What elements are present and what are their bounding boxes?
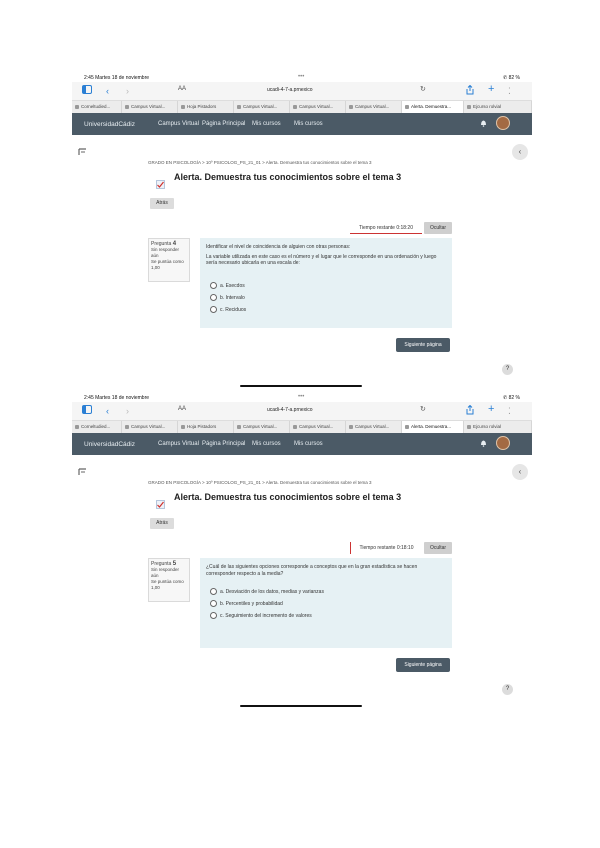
- tab-favicon-icon: [237, 105, 241, 109]
- browser-tab[interactable]: [234, 101, 290, 113]
- tab-favicon-icon: [293, 105, 297, 109]
- status-dots[interactable]: •••: [298, 394, 305, 400]
- question-text: ¿Cuál de las siguientes opciones corresponde a conceptos que en la gran estadística se hacen corresponder respecto a la media?: [206, 564, 418, 577]
- back-button[interactable]: Atrás: [150, 198, 174, 209]
- tab-strip: [72, 100, 532, 114]
- question-box: [200, 558, 452, 648]
- reload-icon[interactable]: ↻: [420, 86, 426, 93]
- tab-favicon-icon: [181, 105, 185, 109]
- option-text: Seguimiento del incremento de valores: [225, 612, 312, 619]
- help-button[interactable]: ?: [502, 684, 513, 695]
- browser-tab[interactable]: [464, 101, 532, 113]
- hide-timer-button[interactable]: Ocultar: [424, 222, 452, 234]
- status-bar: [72, 392, 532, 402]
- sidebar-icon[interactable]: [82, 405, 92, 417]
- option-text: Esecdos: [225, 282, 245, 289]
- answer-option[interactable]: [210, 282, 245, 289]
- chevron-right-icon[interactable]: ›: [126, 86, 129, 96]
- share-icon[interactable]: [466, 85, 474, 98]
- browser-tab[interactable]: [178, 101, 234, 113]
- chevron-left-icon[interactable]: ‹: [106, 86, 109, 96]
- safari-toolbar: [72, 82, 532, 100]
- browser-tab[interactable]: [72, 421, 122, 433]
- drawer-toggle-icon[interactable]: [78, 148, 87, 158]
- tab-label: Corneltudied...: [81, 104, 111, 109]
- tab-label: Hoja Pistadors: [187, 424, 217, 429]
- browser-tab[interactable]: [122, 101, 178, 113]
- reader-options-button[interactable]: AA: [178, 86, 187, 92]
- browser-tab[interactable]: [464, 421, 532, 433]
- question-mark: Se puntúa como 1,00: [151, 579, 184, 590]
- tab-favicon-icon: [405, 105, 409, 109]
- question-mark: Se puntúa como 1,00: [151, 259, 184, 270]
- chevron-left-circle-icon[interactable]: ‹: [512, 144, 528, 160]
- plus-icon[interactable]: +: [488, 403, 495, 415]
- avatar[interactable]: [496, 436, 510, 450]
- tab-label: Campus Virtual...: [355, 104, 390, 109]
- browser-tab[interactable]: [346, 101, 402, 113]
- tab-favicon-icon: [75, 425, 79, 429]
- address-field[interactable]: ucadi-4-7-a.prnexico: [267, 87, 313, 93]
- quiz-icon: [156, 496, 165, 505]
- site-logo[interactable]: UniversidadCádiz: [84, 441, 135, 448]
- nav-my-courses[interactable]: Mis cursos: [252, 121, 281, 127]
- tab-label: Ejcurso rolvial: [473, 104, 502, 109]
- tab-favicon-icon: [125, 425, 129, 429]
- reader-options-button[interactable]: AA: [178, 406, 187, 412]
- browser-tab[interactable]: [178, 421, 234, 433]
- bell-icon[interactable]: [480, 439, 487, 447]
- breadcrumb[interactable]: GRADO EN PSICOLOGÍA > 10º PSICOLOG_PS_21_01 > Alerta. Demuestra tus conocimientos sobre el tema 3: [148, 160, 372, 165]
- chevron-left-circle-icon[interactable]: ‹: [512, 464, 528, 480]
- tab-favicon-icon: [349, 105, 353, 109]
- radio-button[interactable]: [210, 282, 217, 289]
- browser-tab[interactable]: [122, 421, 178, 433]
- bell-icon[interactable]: [480, 119, 487, 127]
- nav-campus-virtual[interactable]: Campus Virtual: [158, 441, 199, 447]
- browser-tab[interactable]: [72, 101, 122, 113]
- question-box: [200, 238, 452, 328]
- tab-favicon-icon: [125, 105, 129, 109]
- tab-favicon-icon: [293, 425, 297, 429]
- browser-tab[interactable]: [402, 421, 464, 433]
- question-number: Pregunta 4: [151, 241, 177, 247]
- tab-label: Campus Virtual...: [355, 424, 390, 429]
- nav-home[interactable]: Página Principal: [202, 121, 246, 127]
- drawer-toggle-icon[interactable]: [78, 468, 87, 478]
- tab-label: Hoja Pistadors: [187, 104, 217, 109]
- quiz-icon: [156, 176, 165, 185]
- next-page-button[interactable]: Siguiente página: [396, 338, 450, 352]
- nav-my-courses[interactable]: Mis cursos: [252, 441, 281, 447]
- sidebar-icon[interactable]: [82, 85, 92, 97]
- screenshot-question-5: [72, 392, 532, 714]
- option-text: Reciduos: [225, 306, 247, 313]
- tabs-icon[interactable]: ⁚: [508, 406, 511, 416]
- screenshot-question-4: [72, 72, 532, 394]
- browser-tab[interactable]: [290, 101, 346, 113]
- question-text-2: La variable utilizada en este caso es el número y el lugar que le corresponde en una ordenación y luego sería necesario ubicarla en una escala de:: [206, 253, 437, 266]
- option-text: Percentiles y probabilidad: [225, 600, 283, 607]
- status-battery: ✆ 82 %: [503, 395, 520, 401]
- tab-favicon-icon: [467, 425, 471, 429]
- plus-icon[interactable]: +: [488, 83, 495, 95]
- tab-label: Alerta. Demuestra...: [411, 424, 452, 429]
- option-letter: c.: [220, 612, 224, 619]
- home-indicator: [240, 385, 362, 387]
- page-title: Alerta. Demuestra tus conocimientos sobre el tema 3: [174, 492, 402, 502]
- radio-button[interactable]: [210, 306, 217, 313]
- nav-my-courses-2[interactable]: Mis cursos: [294, 441, 323, 447]
- tab-label: Campus Virtual...: [299, 424, 334, 429]
- question-status: Sin responder aún: [151, 567, 180, 578]
- question-info: [148, 558, 190, 602]
- chevron-right-icon[interactable]: ›: [126, 406, 129, 416]
- tab-favicon-icon: [405, 425, 409, 429]
- tab-favicon-icon: [181, 425, 185, 429]
- browser-tab[interactable]: [402, 101, 464, 113]
- answer-option[interactable]: [210, 600, 283, 607]
- status-time: 2:45 Martes 18 de noviembre: [84, 75, 150, 81]
- answer-option[interactable]: [210, 294, 245, 301]
- share-icon[interactable]: [466, 405, 474, 418]
- tab-label: Campus Virtual...: [243, 104, 278, 109]
- nav-my-courses-2[interactable]: Mis cursos: [294, 121, 323, 127]
- time-remaining: Tiempo restante 0:18:10: [350, 542, 422, 554]
- radio-button[interactable]: [210, 612, 217, 619]
- chevron-left-icon[interactable]: ‹: [106, 406, 109, 416]
- option-letter: a.: [220, 282, 225, 289]
- option-letter: c.: [220, 306, 224, 313]
- site-navbar: [72, 433, 532, 455]
- next-page-button[interactable]: Siguiente página: [396, 658, 450, 672]
- status-dots[interactable]: •••: [298, 74, 305, 80]
- answer-option[interactable]: [210, 306, 246, 313]
- option-letter: a.: [220, 588, 225, 595]
- site-navbar: [72, 113, 532, 135]
- question-number: Pregunta 5: [151, 561, 177, 567]
- option-text: Desviación de los datos, medias y varianzas: [225, 588, 324, 595]
- help-button[interactable]: ?: [502, 364, 513, 375]
- reload-icon[interactable]: ↻: [420, 406, 426, 413]
- status-time: 2:45 Martes 18 de noviembre: [84, 395, 150, 401]
- breadcrumb[interactable]: GRADO EN PSICOLOGÍA > 10º PSICOLOG_PS_21_01 > Alerta. Demuestra tus conocimientos sobre el tema 3: [148, 480, 372, 485]
- tab-label: Campus Virtual...: [131, 104, 166, 109]
- tab-favicon-icon: [349, 425, 353, 429]
- browser-tab[interactable]: [234, 421, 290, 433]
- answer-option[interactable]: [210, 588, 324, 595]
- question-info: [148, 238, 190, 282]
- browser-tab[interactable]: [290, 421, 346, 433]
- tab-label: Campus Virtual...: [131, 424, 166, 429]
- tab-label: Campus Virtual...: [243, 424, 278, 429]
- status-battery: ✆ 82 %: [503, 75, 520, 81]
- status-bar: [72, 72, 532, 82]
- page-title: Alerta. Demuestra tus conocimientos sobre el tema 3: [174, 172, 402, 182]
- back-button[interactable]: Atrás: [150, 518, 174, 529]
- time-remaining: Tiempo restante 0:18:20: [350, 222, 422, 234]
- question-text: Identificar el nivel de coincidencia de alguien con otras personas:: [206, 244, 351, 250]
- browser-tab[interactable]: [346, 421, 402, 433]
- home-indicator: [240, 705, 362, 707]
- address-field[interactable]: ucadi-4-7-a.prnexico: [267, 407, 313, 413]
- radio-button[interactable]: [210, 600, 217, 607]
- tab-label: Corneltudied...: [81, 424, 111, 429]
- radio-button[interactable]: [210, 588, 217, 595]
- tab-label: Campus Virtual...: [299, 104, 334, 109]
- tab-favicon-icon: [75, 105, 79, 109]
- tab-favicon-icon: [237, 425, 241, 429]
- tab-favicon-icon: [467, 105, 471, 109]
- tabs-icon[interactable]: ⁚: [508, 86, 511, 96]
- radio-button[interactable]: [210, 294, 217, 301]
- hide-timer-button[interactable]: Ocultar: [424, 542, 452, 554]
- tab-label: Ejcurso rolvial: [473, 424, 502, 429]
- nav-home[interactable]: Página Principal: [202, 441, 246, 447]
- option-letter: b.: [220, 600, 225, 607]
- tab-strip: [72, 420, 532, 434]
- answer-option[interactable]: [210, 612, 312, 619]
- tab-label: Alerta. Demuestra...: [411, 104, 452, 109]
- option-text: Intervalo: [225, 294, 245, 301]
- option-letter: b.: [220, 294, 225, 301]
- nav-campus-virtual[interactable]: Campus Virtual: [158, 121, 199, 127]
- safari-toolbar: [72, 402, 532, 420]
- avatar[interactable]: [496, 116, 510, 130]
- site-logo[interactable]: UniversidadCádiz: [84, 121, 135, 128]
- question-status: Sin responder aún: [151, 247, 180, 258]
